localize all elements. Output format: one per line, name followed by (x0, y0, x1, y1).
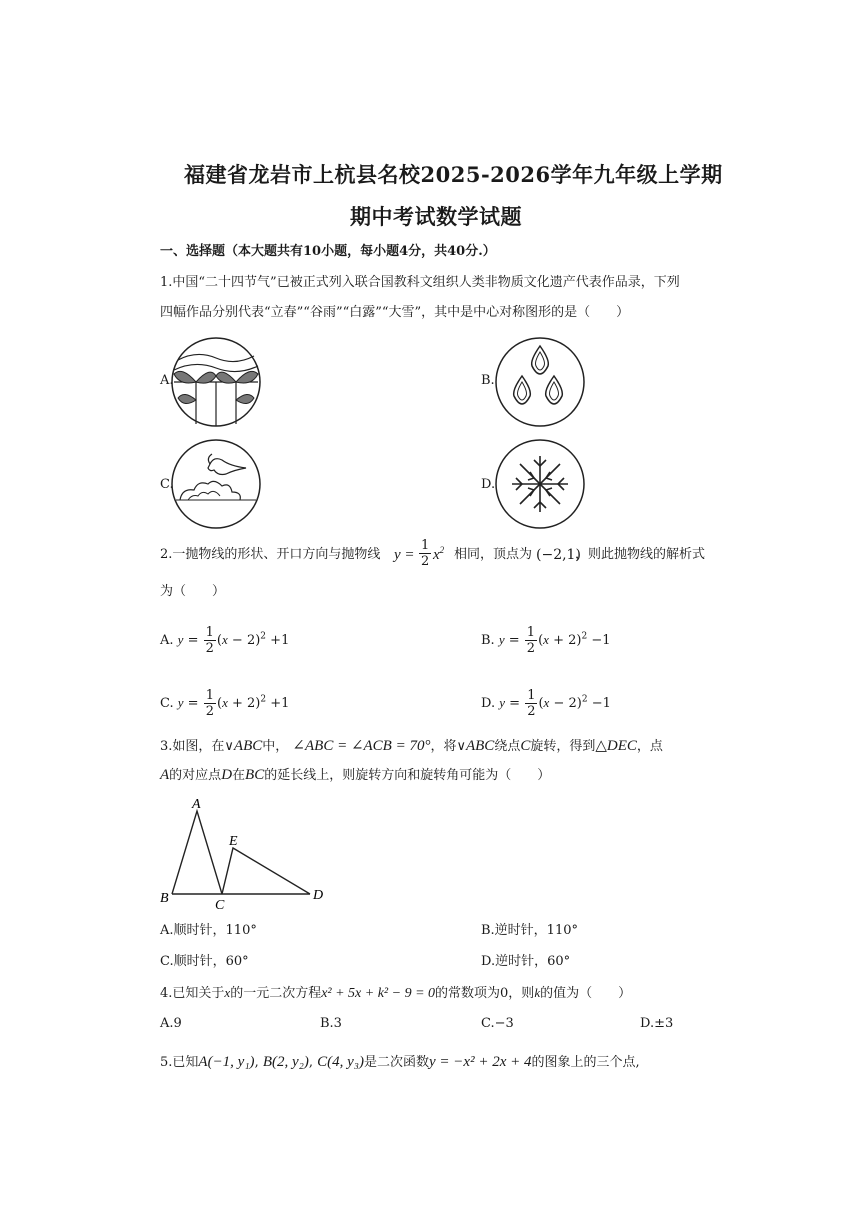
q3-option-d: D.逆时针，60° (481, 954, 571, 969)
q2-option-a: A. y = $\frac{1}{2}$ $(x - 2)^2 +1$ (160, 625, 290, 656)
q2-x-squared: $x^2$ (433, 545, 445, 563)
q2-option-d: D. y = $\frac{1}{2}$ $(x - 2)^2 -1$ (481, 688, 611, 719)
point-b-label: B (160, 891, 169, 906)
q2-option-b: B. y = $\frac{1}{2}$ $(x + 2)^2 -1$ (481, 625, 611, 656)
q2-line2: 为（ ） (160, 584, 226, 599)
q1-label-b: B. (481, 373, 495, 388)
q1-label-c: C. (160, 477, 174, 492)
q3-option-c: C.顺时针，60° (160, 954, 249, 969)
q4-option-a: A.9 (160, 1016, 182, 1031)
point-a-label: A (192, 797, 201, 812)
q3-option-a: A.顺时针，110° (160, 923, 257, 938)
point-e-label: E (229, 834, 238, 849)
q4-option-b: B.3 (320, 1016, 342, 1031)
q2-suffix: ，则此抛物线的解析式 (575, 547, 706, 562)
q3-line1: 3.如图，在∨ABC中， ∠ABC = ∠ACB = 70°，将∨ABC绕点C旋转，得到△DEC，点 (160, 738, 663, 754)
q1-line2: 四幅作品分别代表“立春”“谷雨”“白露”“大雪”，其中是中心对称图形的是（ ） (160, 305, 630, 320)
point-c-label: C (215, 898, 225, 912)
q2-y-equals: y = (394, 547, 415, 563)
q3-triangle-figure (155, 792, 335, 912)
q1-label-d: D. (481, 477, 496, 492)
q1-label-a: A. (160, 373, 174, 388)
q4-option-c: C.−3 (481, 1016, 514, 1031)
q2-mid: 相同，顶点为 (454, 547, 533, 562)
q4-option-d: D.±3 (640, 1016, 674, 1031)
bailu-figure (170, 438, 262, 530)
title-line2: 期中考试数学试题 (350, 204, 522, 229)
point-d-label: D (313, 888, 324, 903)
q2-fraction: $\frac{1}{2}$ (421, 538, 430, 569)
daxue-figure (494, 438, 586, 530)
q4-line: 4.已知关于x的一元二次方程x² + 5x + k² − 9 = 0的常数项为0，则k的值为（ ） (160, 985, 632, 1001)
q2-prefix: 2.一抛物线的形状、开口方向与抛物线 (160, 547, 381, 562)
q2-vertex: (−2,1) (536, 547, 581, 563)
title-line1: 福建省龙岩市上杭县名校2025-2026学年九年级上学期 (184, 162, 723, 187)
q3-option-b: B.逆时针，110° (481, 923, 578, 938)
q3-line2: A的对应点D在BC的延长线上，则旋转方向和旋转角可能为（ ） (160, 767, 551, 783)
q1-line1: 1.中国“二十四节气”已被正式列入联合国教科文组织人类非物质文化遗产代表作品录，下列 (160, 275, 680, 290)
section-header: 一、选择题（本大题共有10小题，每小题4分，共40分.） (160, 244, 496, 259)
lichun-figure (170, 336, 262, 428)
q5-line: 5.已知A(−1, y₁), B(2, y₂), C(4, y₃)是二次函数y = −x² + 2x + 4的图象上的三个点, (160, 1054, 640, 1070)
q2-option-c: C. y = $\frac{1}{2}$ $(x + 2)^2 +1$ (160, 688, 290, 719)
guyu-figure (494, 336, 586, 428)
